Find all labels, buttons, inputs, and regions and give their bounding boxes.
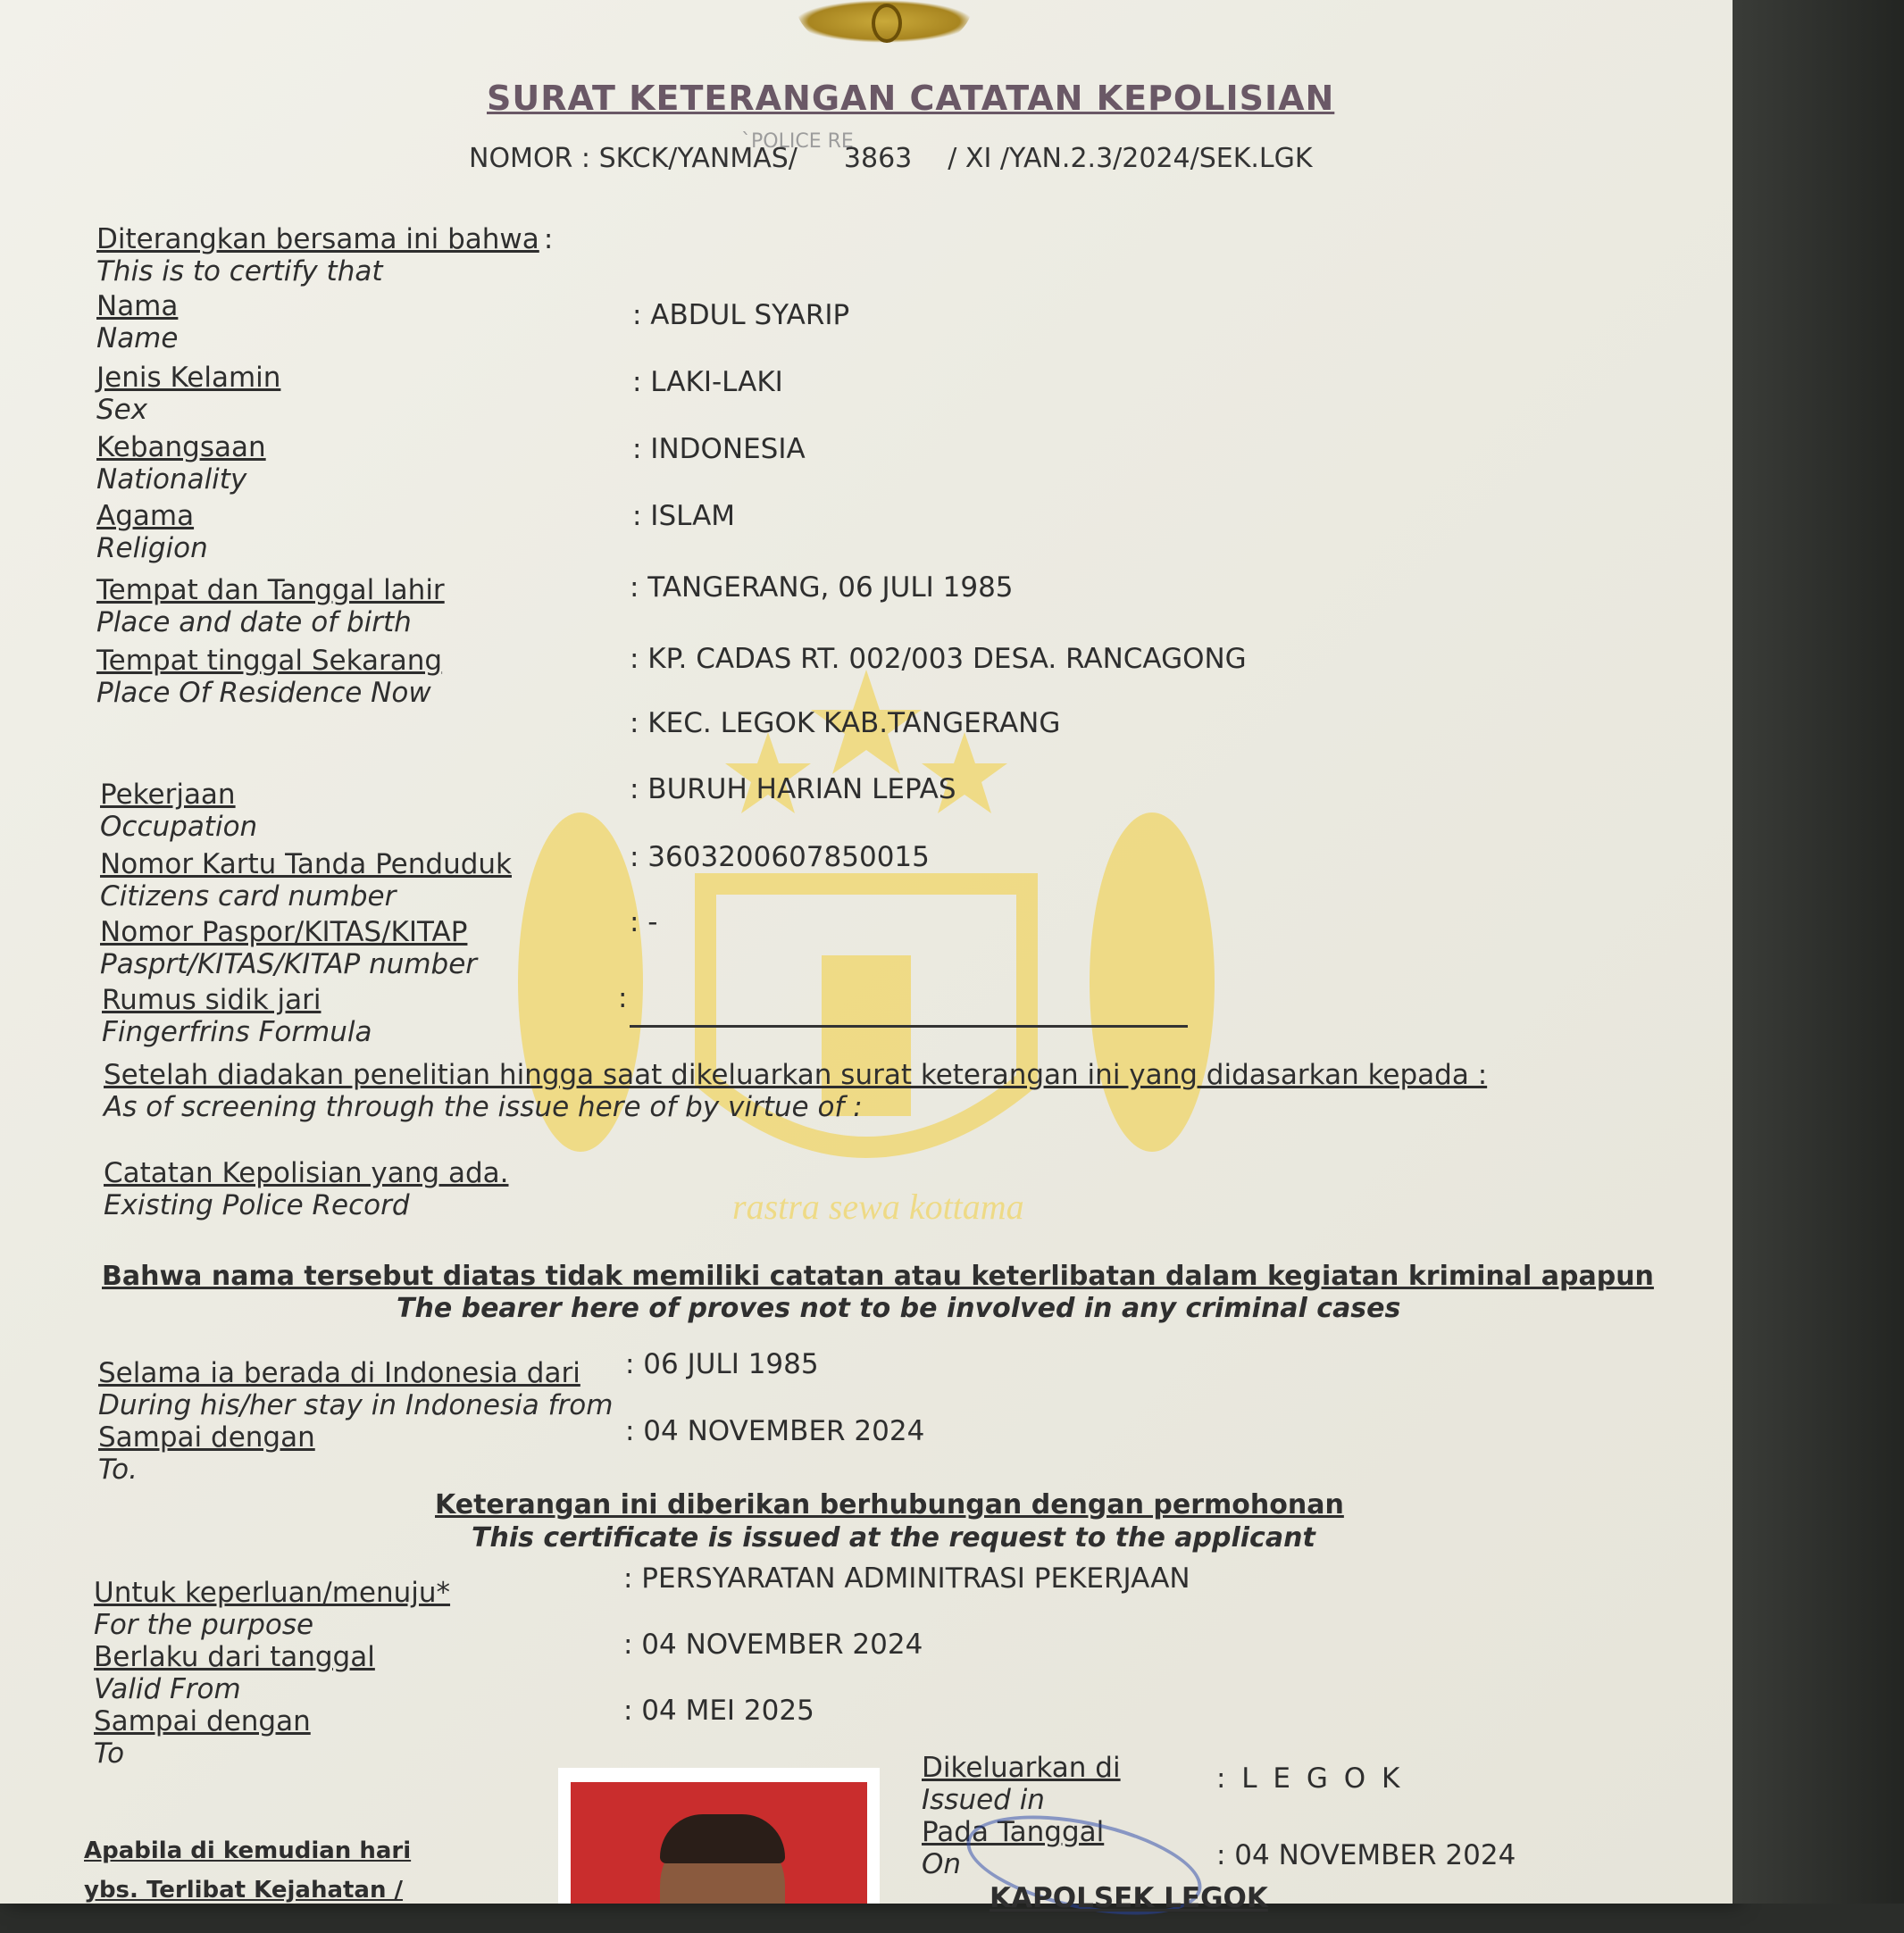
field-sex — [96, 362, 280, 426]
stay-from-id: Selama ia berada di Indonesia dari — [98, 1357, 580, 1389]
intro-id: Diterangkan bersama ini bahwa — [96, 223, 539, 255]
document-number — [469, 143, 1313, 174]
field-value-residence-2: : KEC. LEGOK KAB.TANGERANG — [630, 707, 1061, 739]
valid-value: : 04 NOVEMBER 2024 — [623, 1629, 923, 1661]
document-subtitle: `POLICE RE — [741, 130, 854, 153]
field-value-religion: : ISLAM — [632, 500, 736, 532]
footer-note-1: Apabila di kemudian hari — [84, 1837, 412, 1864]
intro — [96, 223, 553, 287]
intro-colon: : — [543, 223, 554, 255]
police-emblem-watermark-icon — [500, 661, 1232, 1268]
intro-en: This is to certify that — [96, 255, 383, 287]
field-fingerprint — [102, 984, 372, 1048]
purpose-en: For the purpose — [94, 1609, 314, 1641]
field-label: Tempat tinggal Sekarang — [96, 645, 443, 677]
footer-note — [84, 1837, 411, 1904]
issued-place-id: Dikeluarkan di — [922, 1752, 1121, 1784]
issued-date-en: On — [922, 1848, 962, 1880]
field-value-fingerprint: : — [618, 982, 628, 1014]
fingerprint-line — [630, 1025, 1188, 1028]
field-value-passport: : - — [630, 906, 658, 938]
nomor-prefix: NOMOR : SKCK/YANMAS/ — [469, 143, 798, 174]
field-label: Kebangsaan — [96, 431, 266, 463]
statement-id: Bahwa nama tersebut diatas tidak memiliki catatan atau keterlibatan dalam kegiatan kriminal apapun — [102, 1261, 1654, 1292]
stay-from-en: During his/her stay in Indonesia from — [98, 1389, 614, 1421]
field-label-en: Place and date of birth — [96, 606, 412, 638]
field-value-ktp: : 3603200607850015 — [630, 841, 930, 873]
screening — [104, 1059, 1487, 1123]
until-id: Sampai dengan — [94, 1705, 311, 1737]
field-label-en: Place Of Residence Now — [96, 677, 431, 709]
field-label-en: Religion — [96, 532, 208, 564]
field-birth — [96, 574, 445, 638]
field-value-occupation: : BURUH HARIAN LEPAS — [630, 773, 956, 805]
purpose-block — [94, 1577, 450, 1770]
field-occupation — [100, 779, 257, 843]
field-label: Tempat dan Tanggal lahir — [96, 574, 445, 606]
stay-to-en: To. — [98, 1454, 138, 1486]
field-value-nationality: : INDONESIA — [632, 433, 806, 465]
field-value-name: : ABDUL SYARIP — [632, 299, 850, 331]
issued-date-id: Pada Tanggal — [922, 1816, 1105, 1848]
document-title: SURAT KETERANGAN CATATAN KEPOLISIAN — [487, 79, 1335, 118]
applicant-photo — [558, 1768, 880, 1904]
stay-from-value: : 06 JULI 1985 — [625, 1348, 819, 1380]
nomor-number: 3863 — [843, 143, 913, 174]
footer-note-2: ybs. Terlibat Kejahatan / — [84, 1877, 404, 1904]
issued-place-value: : L E G O K — [1216, 1762, 1404, 1795]
issued-place-en: Issued in — [922, 1784, 1045, 1816]
valid-en: Valid From — [94, 1673, 241, 1705]
purpose-id: Untuk keperluan/menuju* — [94, 1577, 451, 1609]
field-passport — [100, 916, 477, 980]
field-label-en: Occupation — [100, 811, 258, 843]
field-label-en: Name — [96, 322, 179, 354]
field-nationality — [96, 431, 266, 496]
request-en: This certificate is issued at the request to the applicant — [472, 1522, 1315, 1554]
field-label: Nomor Paspor/KITAS/KITAP — [100, 916, 468, 948]
until-en: To — [94, 1737, 125, 1770]
field-name — [96, 290, 178, 354]
field-label: Nama — [96, 290, 179, 322]
field-label-en: Nationality — [96, 463, 247, 496]
field-value-residence: : KP. CADAS RT. 002/003 DESA. RANCAGONG — [630, 643, 1247, 675]
record-id: Catatan Kepolisian yang ada. — [104, 1157, 509, 1189]
stay-to-value: : 04 NOVEMBER 2024 — [625, 1415, 925, 1447]
field-value-birth: : TANGERANG, 06 JULI 1985 — [630, 571, 1014, 604]
field-label: Rumus sidik jari — [102, 984, 322, 1016]
background-surface — [1733, 0, 1904, 1904]
screening-id: Setelah diadakan penelitian hingga saat dikeluarkan surat keterangan ini yang didasarkan kepada : — [104, 1059, 1488, 1091]
issued-date-value: : 04 NOVEMBER 2024 — [1216, 1839, 1516, 1871]
record-en: Existing Police Record — [104, 1189, 410, 1221]
police-emblem-icon — [795, 0, 973, 43]
stay-to-id: Sampai dengan — [98, 1421, 315, 1454]
screening-en: As of screening through the issue here of by virtue of : — [104, 1091, 863, 1123]
field-label-en: Sex — [96, 394, 148, 426]
field-label: Jenis Kelamin — [96, 362, 281, 394]
watermark-motto: rastra sewa kottama — [732, 1187, 1024, 1227]
purpose-value: : PERSYARATAN ADMINITRASI PEKERJAAN — [623, 1562, 1190, 1595]
field-residence — [96, 645, 442, 709]
field-label-en: Fingerfrins Formula — [102, 1016, 372, 1048]
signatory: KAPOLSEK LEGOK — [990, 1882, 1268, 1914]
field-value-sex: : LAKI-LAKI — [632, 366, 783, 398]
field-label-en: Citizens card number — [100, 880, 397, 912]
valid-id: Berlaku dari tanggal — [94, 1641, 375, 1673]
field-label-en: Pasprt/KITAS/KITAP number — [100, 948, 478, 980]
police-record — [104, 1157, 508, 1221]
stay-from — [98, 1357, 613, 1486]
until-value: : 04 MEI 2025 — [623, 1695, 814, 1727]
field-label: Pekerjaan — [100, 779, 236, 811]
field-religion — [96, 500, 208, 564]
statement-en: The bearer here of proves not to be involved in any criminal cases — [397, 1293, 1401, 1324]
request-id: Keterangan ini diberikan berhubungan dengan permohonan — [435, 1489, 1344, 1521]
field-label: Nomor Kartu Tanda Penduduk — [100, 848, 512, 880]
field-label: Agama — [96, 500, 195, 532]
nomor-suffix: / XI /YAN.2.3/2024/SEK.LGK — [948, 143, 1313, 174]
field-ktp — [100, 848, 512, 912]
